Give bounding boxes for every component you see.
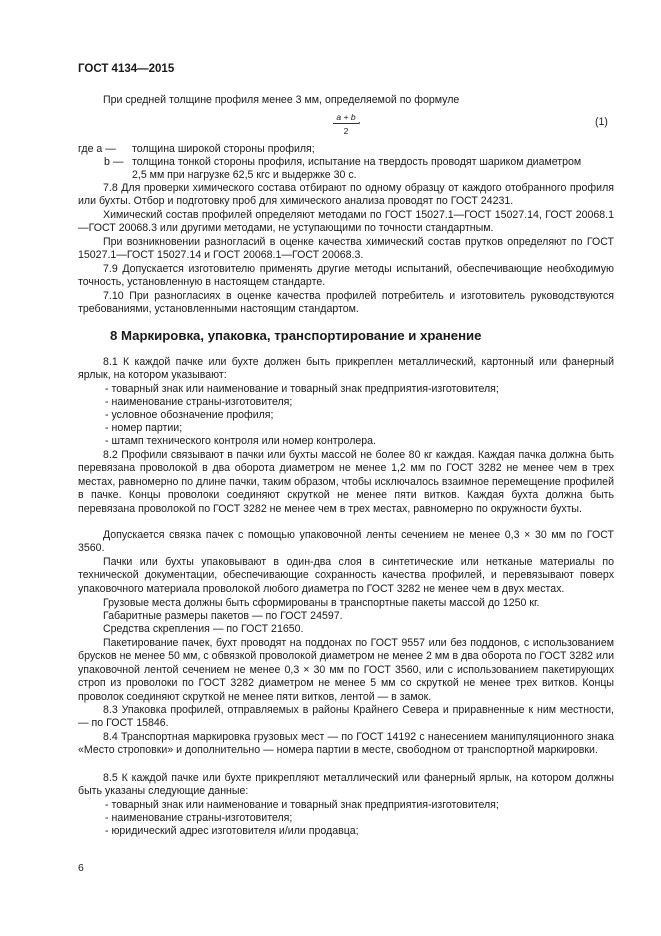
- list-item: - номер партии;: [105, 422, 183, 434]
- where-a-text: толщина широкой стороны профиля;: [132, 143, 315, 155]
- list-item: - товарный знак или наименование и товарный знак предприятия-изготовителя;: [105, 799, 499, 811]
- list-item: - условное обозначение профиля;: [105, 409, 274, 421]
- list-item: - наименование страны-изготовителя;: [105, 812, 293, 824]
- paragraph-8-4: 8.4 Транспортная маркировка грузовых мест — по ГОСТ 14192 с нанесением манипуляционного знака «Место строповки» и дополнительно — номера партии в месте, свободном от транспортной маркировки.: [78, 731, 614, 757]
- formula-numerator: a + b: [336, 112, 356, 122]
- paragraph-8-1: 8.1 К каждой пачке или бухте должен быть прикреплен металлический, картонный или фанерный ярлык, на котором указывают:: [78, 356, 614, 382]
- page-number: 6: [78, 862, 84, 874]
- document-header: ГОСТ 4134—2015: [78, 63, 175, 75]
- where-b-text-1: толщина тонкой стороны профиля, испытание на твердость проводят шариком диаметром: [132, 156, 582, 168]
- paragraph-8-2-tape: Допускается связка пачек с помощью упаковочной ленты сечением не менее 0,3 × 30 мм по ГОСТ 3560.: [78, 529, 614, 555]
- list-item: - юридический адрес изготовителя и/или продавца;: [105, 825, 359, 837]
- paragraph-8-5: 8.5 К каждой пачке или бухте прикрепляют металлический или фанерный ярлык, на котором должны быть указаны следующие данные:: [78, 772, 614, 798]
- paragraph-8-2-wrap: Пачки или бухты упаковывают в один-два слоя в синтетические или нетканые материалы по технической документации, обеспечивающие сохранность качества профилей, и перевязывают поверх упаковочного материала проволокой любого диаметра по ГОСТ 3282 не менее чем в двух местах.: [78, 556, 614, 595]
- formula-comma: ,: [358, 115, 361, 125]
- formula: [333, 112, 359, 136]
- paragraph-7-8: 7.8 Для проверки химического состава отбирают по одному образцу от каждого отобранного профиля или бухты. Отбор и подготовку проб для химического анализа проводят по ГОСТ 24231.: [78, 182, 614, 208]
- list-item: - товарный знак или наименование и товарный знак предприятия-изготовителя;: [105, 383, 499, 395]
- formula-denominator: 2: [343, 126, 349, 136]
- intro-text: При средней толщине профиля менее 3 мм, определяемой по формуле: [103, 94, 460, 106]
- paragraph-8-3: 8.3 Упаковка профилей, отправляемых в районы Крайнего Севера и приравненные к ним местности, — по ГОСТ 15846.: [78, 704, 614, 730]
- paragraph-7-8-dispute: При возникновении разногласий в оценке качества химический состав прутков определяют по ГОСТ 15027.1—ГОСТ 15027.14 и ГОСТ 20068.1—ГОСТ 20068.3.: [78, 236, 614, 262]
- where-b-symbol: b —: [104, 156, 124, 168]
- paragraph-8-2-fasteners: Средства скрепления — по ГОСТ 21650.: [103, 623, 304, 635]
- paragraph-7-10: 7.10 При разногласиях в оценке качества профилей потребитель и изготовитель руководствуются требованиями, установленными настоящим стандартом.: [78, 290, 614, 316]
- list-item: - штамп технического контроля или номер контролера.: [105, 435, 377, 447]
- paragraph-7-8-chem: Химический состав профилей определяют методами по ГОСТ 15027.1—ГОСТ 15027.14, ГОСТ 20068.1—ГОСТ 20068.3 или другими методами, не уступающими по точности стандартным.: [78, 209, 614, 235]
- list-item: - наименование страны-изготовителя;: [105, 396, 293, 408]
- fraction-bar: [333, 123, 359, 124]
- paragraph-8-2-packaging: Пакетирование пачек, бухт проводят на поддонах по ГОСТ 9557 или без поддонов, с использованием брусков не менее 50 мм, с обвязкой проволокой диаметром не менее 2 мм в два оборота по ГОСТ 3282 или упаковочной лентой сечением не менее 0,3 × 30 мм по ГОСТ 3560, или с использованием пакетирующих строп из проволоки по ГОСТ 3282 диаметром не менее 5 мм со скруткой не менее трех витков. Концы проволок соединяют скруткой не менее пяти витков, лентой — в замок.: [78, 637, 614, 703]
- paragraph-8-2-mass: Грузовые места должны быть сформированы в транспортные пакеты массой до 1250 кг.: [103, 597, 540, 609]
- paragraph-8-2: 8.2 Профили связывают в пачки или бухты массой не более 80 кг каждая. Каждая пачка должна быть перевязана проволокой в два оборота диаметром не менее 1,2 мм по ГОСТ 3282 не менее чем в трех местах, равномерно по длине пачки, таким образом, чтобы исключалось взаимное перемещение профилей в пачке. Концы проволоки соединяют скруткой не менее пяти витков. Каждая бухта должна быть перевязана проволокой по ГОСТ 3282 не менее чем в трех местах, равномерно по окружности бухты.: [78, 449, 614, 515]
- section-heading: 8 Маркировка, упаковка, транспортирование и хранение: [110, 328, 482, 343]
- equation-number: (1): [595, 116, 608, 128]
- where-a-symbol: где a —: [78, 143, 116, 155]
- paragraph-8-2-dims: Габаритные размеры пакетов — по ГОСТ 24597.: [103, 610, 343, 622]
- where-b-text-2: 2,5 мм при нагрузке 62,5 кгс и выдержке 30 с.: [132, 169, 357, 181]
- paragraph-7-9: 7.9 Допускается изготовителю применять другие методы испытаний, обеспечивающие необходимую точность, установленную в настоящем стандарте.: [78, 263, 614, 289]
